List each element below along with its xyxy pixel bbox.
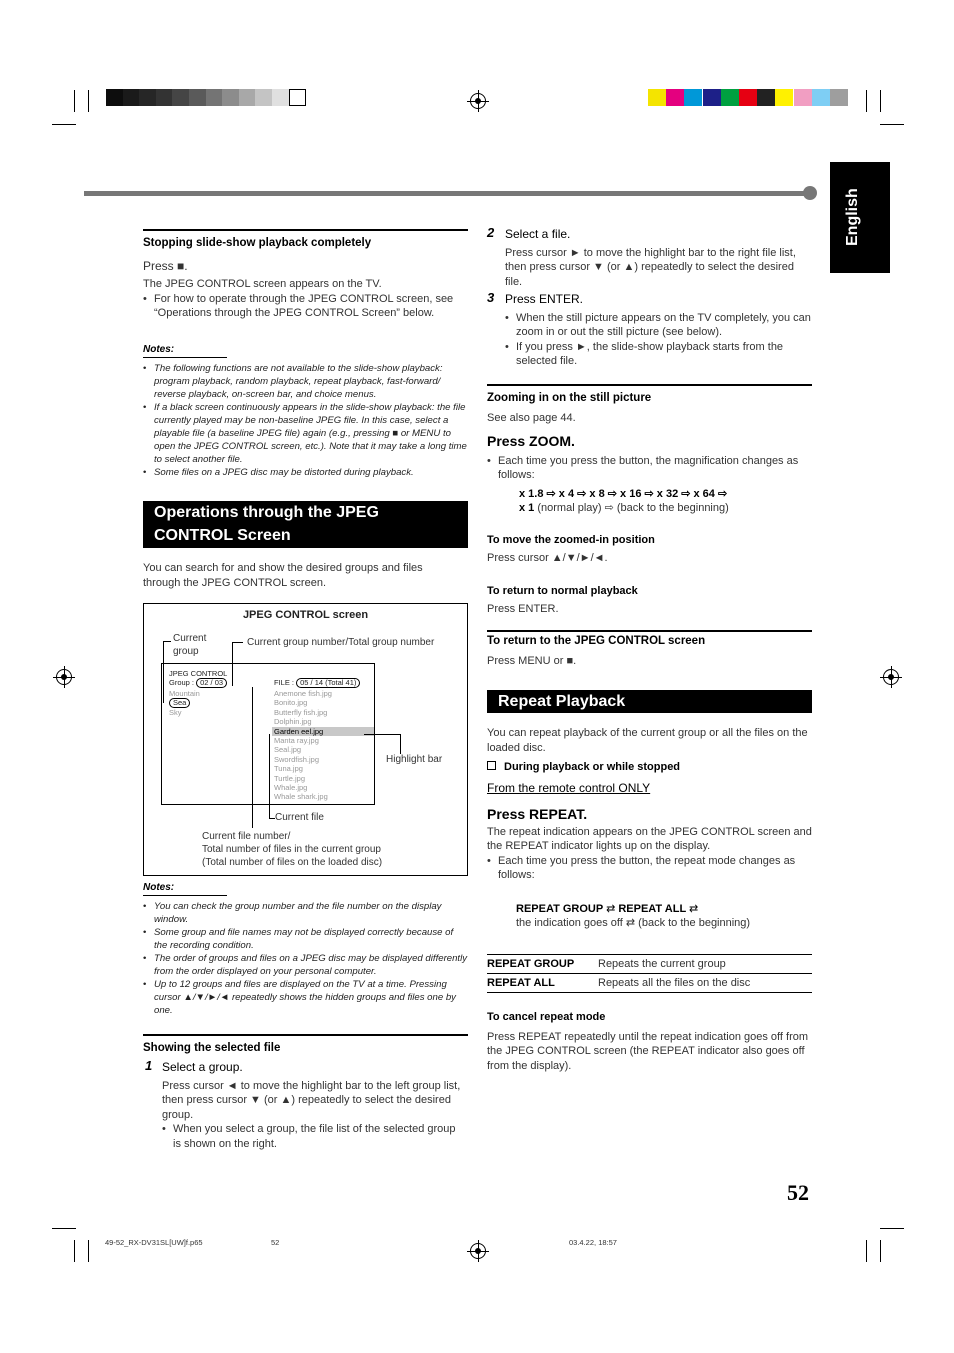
press-repeat: Press REPEAT. <box>487 806 588 822</box>
step-3-title: Press ENTER. <box>505 292 584 306</box>
file-list-item[interactable]: Dolphin.jpg <box>274 717 312 727</box>
registration-mark-icon <box>470 93 486 109</box>
crop-mark <box>866 1240 867 1262</box>
page-number: 52 <box>787 1180 809 1205</box>
color-swatch <box>272 89 289 106</box>
note-item: • The order of groups and files on a JPEG disc may be displayed differently from the order displayed on your personal computer. <box>143 952 469 978</box>
leader-line <box>232 642 243 643</box>
highlight-bar-label: Highlight bar <box>386 754 443 765</box>
color-swatch <box>156 89 173 106</box>
return-normal-heading: To return to normal playback <box>487 584 638 597</box>
color-swatch <box>189 89 206 106</box>
cancel-text: Press REPEAT repeatedly until the repeat indication goes off from the JPEG CONTROL screen (the REPEAT indicator also goes off from the display). <box>487 1030 809 1072</box>
repeat-text: The repeat indication appears on the JPEG CONTROL screen and the REPEAT indicator lights up on the display. <box>487 825 812 852</box>
file-list-item[interactable]: Anemone fish.jpg <box>274 689 332 698</box>
registration-mark-icon <box>470 1243 486 1259</box>
group-list-item[interactable]: Sky <box>169 708 182 718</box>
notes-title: Notes: <box>143 882 227 896</box>
seq-all: REPEAT ALL <box>618 902 686 915</box>
crop-mark <box>880 90 881 112</box>
ops-banner <box>143 501 468 548</box>
language-tab-label: English <box>844 188 861 246</box>
color-swatch <box>812 89 830 106</box>
zoom-heading: Zooming in on the still picture <box>487 384 812 406</box>
diagram-title: JPEG CONTROL screen <box>242 609 369 621</box>
zoom-section <box>487 384 812 617</box>
step-3 <box>505 292 811 369</box>
file-number-label-3: (Total number of files on the loaded disc) <box>202 857 383 868</box>
show-section <box>143 1034 468 1056</box>
zoom-bullet: • Each time you press the button, the magnification changes as follows: <box>487 454 812 483</box>
note-item: • Up to 12 groups and files are displayed on the TV at a time. Pressing cursor ▲/▼/►/◄ repeatedly shows the hidden groups and files one by one. <box>143 978 469 1017</box>
leader-line <box>163 641 171 642</box>
zoom-sequence: x 1.8 ⇨ x 4 ⇨ x 8 ⇨ x 16 ⇨ x 32 ⇨ x 64 ⇨ <box>519 487 728 500</box>
file-list-item[interactable]: Tuna.jpg <box>274 764 303 774</box>
color-swatch <box>703 89 721 106</box>
current-file-label: Current file <box>275 812 324 823</box>
color-swatch <box>666 89 684 106</box>
step-2-text: Press cursor ► to move the highlight bar to the right file list, then press cursor ▼ (or ▲) repeatedly to select the desired file. <box>505 246 796 288</box>
group-prefix: Group : <box>169 678 195 687</box>
table-row <box>487 955 812 974</box>
file-line <box>274 678 360 688</box>
color-swatch <box>794 89 812 106</box>
group-list-row <box>169 689 200 698</box>
footer-page: 52 <box>271 1238 280 1247</box>
color-swatch <box>139 89 156 106</box>
color-swatch <box>172 89 189 106</box>
note-item: • If a black screen continuously appears in the slide-show playback: the file currently played may be non-baseline JPEG file. In this case, select a playable file (a baseline JPEG file) again (e.g., pressing ■ or MENU to open the JPEG CONTROL screen, etc.). Note that it may take a long time to select another file. <box>143 401 469 466</box>
registration-mark-icon <box>56 669 72 685</box>
cycle-arrow-icon: ⇄ <box>625 917 636 929</box>
step-3-bullets <box>505 311 811 369</box>
move-text: Press cursor ▲/▼/►/◄. <box>487 552 608 564</box>
file-counter: 05 / 14 (Total 41) <box>296 678 360 688</box>
stop-heading: Stopping slide-show playback completely <box>143 229 468 251</box>
step-1-title: Select a group. <box>162 1060 243 1074</box>
checkbox-icon <box>487 761 496 770</box>
leader-line <box>364 734 401 735</box>
leader-line <box>269 734 270 818</box>
color-swatch <box>739 89 757 106</box>
repeat-intro: You can repeat playback of the current group or all the files on the loaded disc. <box>487 727 808 754</box>
screen-title: JPEG CONTROL <box>169 669 228 678</box>
group-counter: 02 / 03 <box>196 678 227 688</box>
crop-mark <box>880 124 904 125</box>
step-3-bullet: • When the still picture appears on the TV completely, you can zoom in or out the still picture (see below). <box>505 311 811 340</box>
step-3-number: 3 <box>487 290 495 305</box>
color-swatch <box>206 89 223 106</box>
notes-list <box>143 362 469 479</box>
color-swatch <box>289 89 306 106</box>
press-zoom: Press ZOOM. <box>487 433 575 449</box>
group-line <box>169 678 227 688</box>
leader-line <box>252 687 253 828</box>
group-list[interactable] <box>169 689 200 718</box>
file-list-item[interactable]: Swordfish.jpg <box>274 754 320 764</box>
language-tab <box>830 162 890 273</box>
crop-mark <box>74 90 75 112</box>
crop-mark <box>88 90 89 112</box>
color-swatch <box>648 89 666 106</box>
file-list-item[interactable]: Butterfly fish.jpg <box>274 707 328 717</box>
stop-press: Press ■. <box>143 258 188 273</box>
stop-section <box>143 229 468 321</box>
step-3-bullet: • If you press ►, the slide-show playback starts from the selected file. <box>505 340 811 369</box>
color-swatch <box>684 89 702 106</box>
file-list-item[interactable]: Whale shark.jpg <box>274 792 328 802</box>
file-list-item[interactable]: Seal.jpg <box>274 745 302 755</box>
file-number-labels <box>202 830 382 869</box>
cycle-arrow-icon: ⇄ <box>606 902 616 915</box>
return-normal-text: Press ENTER. <box>487 603 559 615</box>
zoom-seq2-bold: x 1 <box>519 502 535 514</box>
repeat-section <box>487 726 812 931</box>
repeat-sequence <box>516 902 812 917</box>
repeat-bullet: • Each time you press the button, the repeat mode changes as follows: <box>487 854 812 883</box>
seq-group: REPEAT GROUP <box>516 902 603 915</box>
file-list-item[interactable]: Bonito.jpg <box>274 698 308 708</box>
leader-line <box>163 641 164 703</box>
step-1 <box>162 1060 466 1151</box>
footer-file: 49-52_RX-DV31SL[UW]f.p65 <box>105 1238 203 1247</box>
repeat-desc-cell: Repeats the current group <box>598 955 812 974</box>
zoom-seq2-rest: (normal play) ⇨ (back to the beginning) <box>534 502 729 514</box>
notes-1 <box>143 344 469 479</box>
file-number-label-1: Current file number/ <box>202 831 291 842</box>
zoom-sequence-2 <box>519 501 812 516</box>
tv-screen <box>161 663 375 805</box>
during-line <box>487 760 812 775</box>
header-rule <box>84 191 808 196</box>
repeat-sequence-2 <box>516 916 812 931</box>
group-list-row <box>169 708 200 717</box>
return-jpeg-heading: To return to the JPEG CONTROL screen <box>487 630 812 649</box>
step-1-text: Press cursor ◄ to move the highlight bar to the left group list, then press cursor ▼ (or ▲) repeatedly to select the desired group. <box>162 1079 461 1121</box>
repeat-mode-table <box>487 954 812 993</box>
color-swatch <box>830 89 848 106</box>
color-swatch <box>255 89 272 106</box>
color-swatch <box>123 89 140 106</box>
ops-banner-line2: CONTROL Screen <box>154 527 291 544</box>
note-item: • Some files on a JPEG disc may be distorted during playback. <box>143 466 469 479</box>
file-list-item[interactable]: Whale.jpg <box>274 783 308 793</box>
repeat-banner-label: Repeat Playback <box>498 693 626 710</box>
notes-list <box>143 900 469 1017</box>
seq-off: the indication goes off <box>516 917 623 929</box>
note-item: • The following functions are not available to the slide-show playback: program playback, random playback, repeat playback, fast-forward/ reverse playback, on-screen bar, and choice menus. <box>143 362 469 401</box>
repeat-mode-cell: REPEAT GROUP <box>487 955 598 974</box>
during-label: During playback or while stopped <box>504 761 681 773</box>
file-list-item[interactable]: Manta ray.jpg <box>274 736 319 746</box>
color-swatch <box>775 89 793 106</box>
return-jpeg-section <box>487 630 812 668</box>
color-swatch <box>239 89 256 106</box>
crop-mark <box>880 1228 904 1229</box>
file-list-item[interactable]: Garden eel.jpg <box>272 727 374 736</box>
note-item: • You can check the group number and the file number on the display window. <box>143 900 469 926</box>
table-row <box>487 974 812 993</box>
leader-line <box>400 734 401 754</box>
seq-back: (back to the beginning) <box>638 917 751 929</box>
notes-2 <box>143 882 469 1017</box>
step-1-bullet: • When you select a group, the file list of the selected group is shown on the right. <box>162 1122 466 1151</box>
file-list[interactable] <box>272 689 374 802</box>
current-group-label: Current group <box>173 633 207 657</box>
crop-mark <box>88 1240 89 1262</box>
footer-date: 03.4.22, 18:57 <box>569 1238 617 1247</box>
cancel-section <box>487 1010 812 1073</box>
cycle-arrow-icon: ⇄ <box>689 902 699 915</box>
registration-mark-icon <box>883 669 899 685</box>
group-list-row <box>169 698 200 708</box>
file-list-item[interactable]: Turtle.jpg <box>274 773 305 783</box>
crop-mark <box>52 1228 76 1229</box>
jpeg-control-diagram <box>143 603 468 876</box>
color-swatch <box>721 89 739 106</box>
move-heading: To move the zoomed-in position <box>487 533 655 546</box>
notes-title: Notes: <box>143 344 227 358</box>
group-number-label: Current group number/Total group number <box>247 637 435 648</box>
color-swatch <box>757 89 775 106</box>
leader-line <box>232 642 233 686</box>
step-2-number: 2 <box>487 225 495 240</box>
file-prefix: FILE : <box>274 678 295 687</box>
file-number-label-2: Total number of files in the current group <box>202 844 381 855</box>
group-list-item[interactable]: Mountain <box>169 689 200 698</box>
header-rule-dot <box>803 186 817 200</box>
return-jpeg-text: Press MENU or ■. <box>487 654 577 667</box>
repeat-banner <box>487 690 812 713</box>
stop-text: The JPEG CONTROL screen appears on the TV. <box>143 278 382 290</box>
color-swatch <box>222 89 239 106</box>
stop-bullet: • For how to operate through the JPEG CONTROL screen, see “Operations through the JPEG CONTROL Screen” below. <box>143 292 468 321</box>
group-list-item[interactable]: Sea <box>169 698 190 708</box>
crop-mark <box>880 1240 881 1262</box>
cancel-heading: To cancel repeat mode <box>487 1011 606 1023</box>
repeat-mode-cell: REPEAT ALL <box>487 974 598 993</box>
color-swatch <box>106 89 123 106</box>
step-2-title: Select a file. <box>505 227 571 241</box>
show-heading: Showing the selected file <box>143 1034 468 1056</box>
crop-mark <box>866 90 867 112</box>
zoom-see: See also page 44. <box>487 411 576 424</box>
step-2 <box>505 227 811 289</box>
crop-mark <box>74 1240 75 1262</box>
note-item: • Some group and file names may not be displayed correctly because of the recording condition. <box>143 926 469 952</box>
step-1-number: 1 <box>145 1058 153 1073</box>
repeat-desc-cell: Repeats all the files on the disc <box>598 974 812 993</box>
remote-only: From the remote control ONLY <box>487 780 651 795</box>
ops-banner-line1: Operations through the JPEG <box>154 504 379 521</box>
crop-mark <box>52 124 76 125</box>
ops-intro: You can search for and show the desired groups and files through the JPEG CONTROL screen. <box>143 562 423 589</box>
